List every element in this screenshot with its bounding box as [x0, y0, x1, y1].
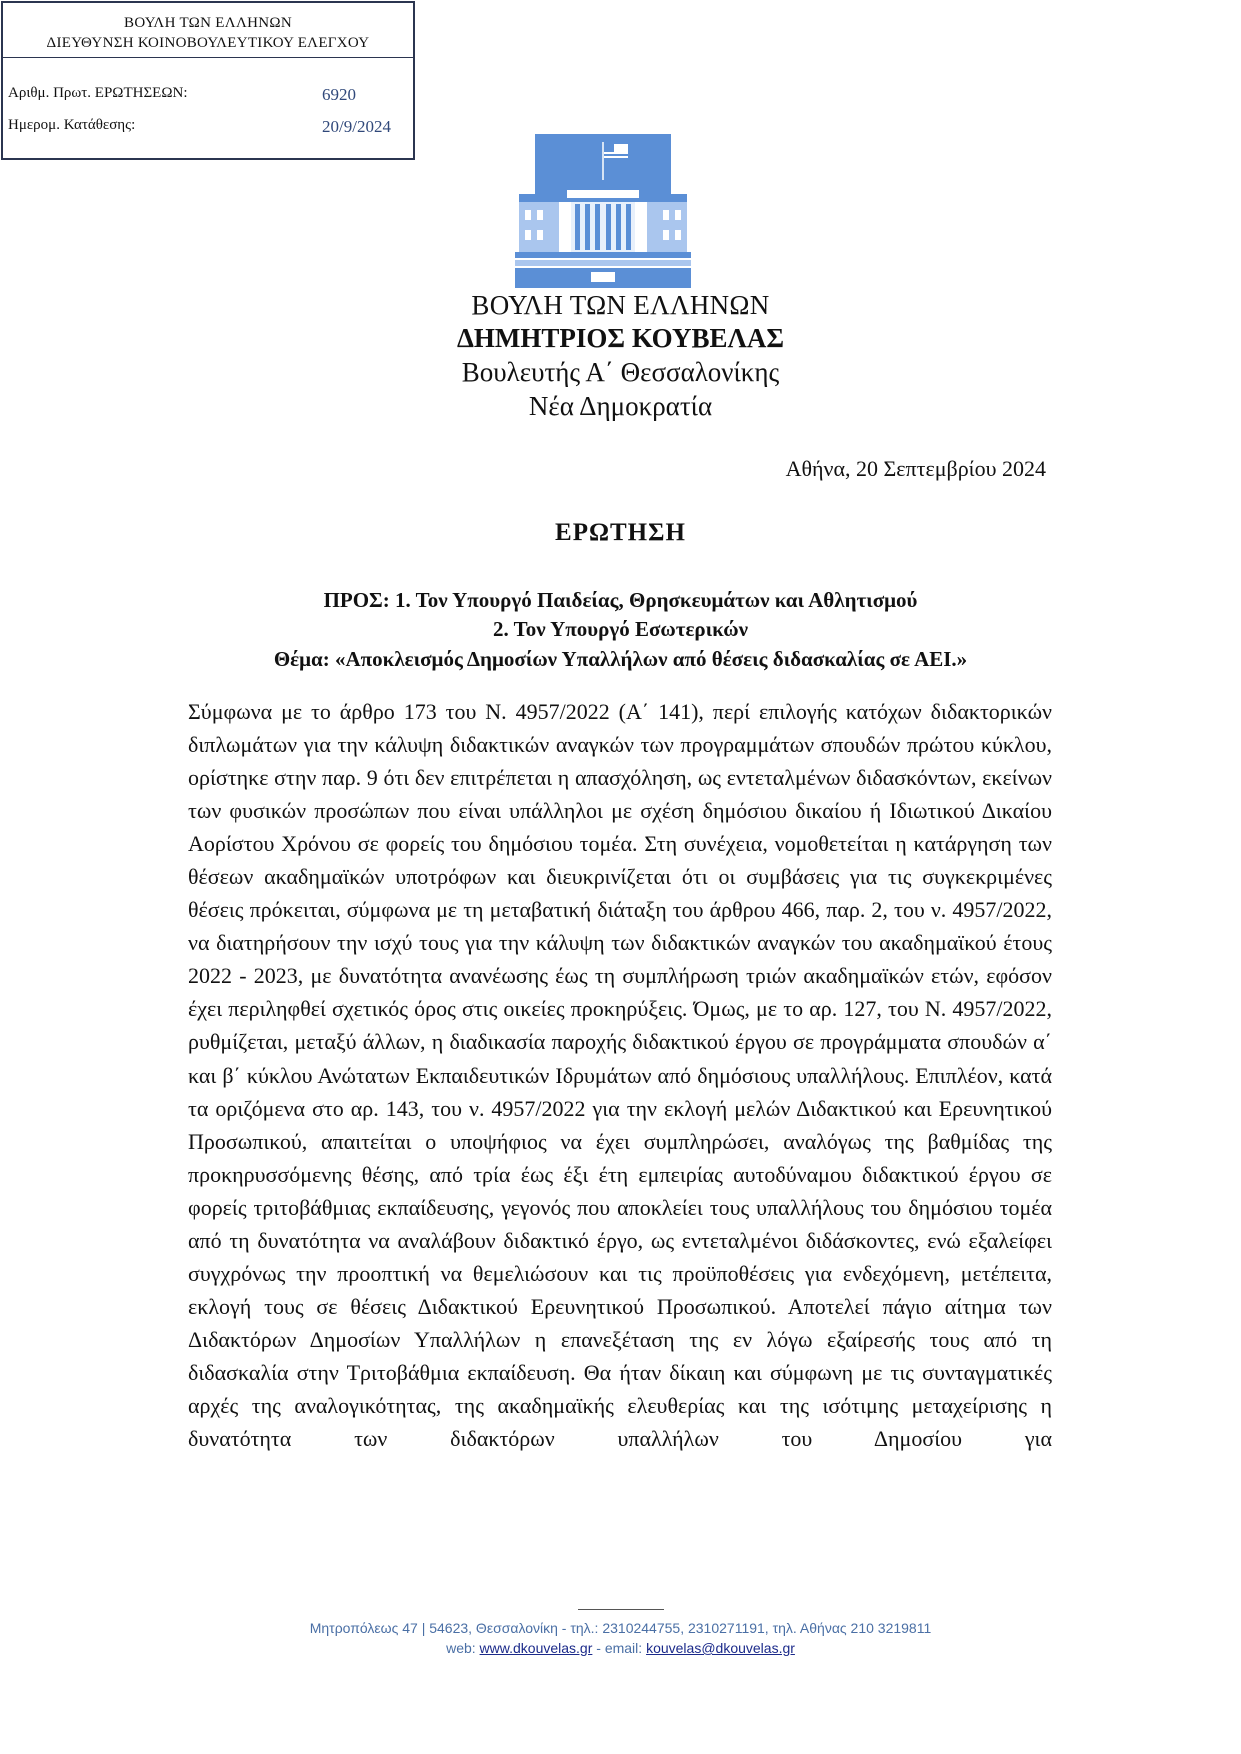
footer-web-link[interactable]: www.dkouvelas.gr	[479, 1640, 593, 1656]
recipient-line-1: ΠΡΟΣ: 1. Τον Υπουργό Παιδείας, Θρησκευμάτων και Αθλητισμού	[323, 588, 918, 612]
stamp-directorate: ΔΙΕΥΘΥΝΣΗ ΚΟΙΝΟΒΟΥΛΕΥΤΙΚΟΥ ΕΛΕΓΧΟΥ	[46, 35, 370, 51]
footer-address: Μητροπόλεως 47 | 54623, Θεσσαλονίκη - τηλ.: 2310244755, 2310271191, τηλ. Αθήνας 210 3219811	[309, 1620, 932, 1636]
footer-contacts	[0, 1640, 1241, 1656]
footer-web-label: web:	[446, 1640, 480, 1656]
footer-email-label: - email:	[592, 1640, 647, 1656]
stamp-protocol-label: Αριθμ. Πρωτ. ΕΡΩΤΗΣΕΩΝ:	[8, 85, 188, 101]
hellenic-parliament-logo	[515, 134, 691, 288]
stamp-parliament: ΒΟΥΛΗ ΤΩΝ ΕΛΛΗΝΩΝ	[124, 15, 292, 31]
footer-email-link[interactable]: kouvelas@dkouvelas.gr	[646, 1640, 795, 1656]
document-title: ΕΡΩΤΗΣΗ	[555, 519, 686, 546]
header-parliament: ΒΟΥΛΗ ΤΩΝ ΕΛΛΗΝΩΝ	[471, 290, 770, 320]
body-paragraph: Σύμφωνα με το άρθρο 173 του Ν. 4957/2022 (Α΄ 141), περί επιλογής κατόχων διδακτορικών διπλωμάτων για την κάλυψη διδακτικών αναγκών των προγραμμάτων σπουδών πρώτου κύκλου, ορίστηκε στην παρ. 9 ότι δεν επιτρέπεται η απασχόληση, ως εντεταλμένων διδασκόντων, εκείνων των φυσικών προσώπων που είναι υπάλληλοι με σχέση δημόσιου δικαίου ή Ιδιωτικού Δικαίου Αορίστου Χρόνου σε φορείς του δημόσιου τομέα. Στη συνέχεια, νομοθετείται η κατάργηση των θέσεων ακαδημαϊκών υποτρόφων και διευκρινίζεται ότι οι συμβάσεις για τις συγκεκριμένες θέσεις πρόκειται, σύμφωνα με τη μεταβατική διάταξη του άρθρου 466, παρ. 2, του ν. 4957/2022, να διατηρήσουν την ισχύ τους για την κάλυψη των διδακτικών αναγκών του ακαδημαϊκού έτους 2022 - 2023, με δυνατότητα ανανέωσης έως τη συμπλήρωση τριών ακαδημαϊκών ετών, εφόσον έχει περιληφθεί σχετικός όρος στις οικείες προκηρύξεις. Όμως, με το αρ. 127, του Ν. 4957/2022, ρυθμίζεται, μεταξύ άλλων, η διαδικασία παροχής διδακτικού έργου σε προγράμματα σπουδών α΄ και β΄ κύκλου Ανώτατων Εκπαιδευτικών Ιδρυμάτων από δημόσιους υπαλλήλους. Επιπλέον, κατά τα οριζόμενα στο αρ. 143, του ν. 4957/2022 για την εκλογή μελών Διδακτικού και Ερευνητικού Προσωπικού, απαιτείται ο υποψήφιος να έχει συμπληρώσει, αναλόγως της βαθμίδας της προκηρυσσόμενης θέσης, από τρία έως έξι έτη εμπειρίας αυτοδύναμου διδακτικού έργου σε φορείς τριτοβάθμιας εκπαίδευσης, γεγονός που αποκλείει τους υπαλλήλους του δημόσιου τομέα από τη δυνατότητα να αναλάβουν διδακτικό έργο, ως εντεταλμένοι διδάσκοντες, ενώ εξαλείφει συγχρόνως την προοπτική να θεμελιώσουν και τις προϋποθέσεις για ενδεχόμενη, μετέπειτα, εκλογή τους σε θέσεις Διδακτικού Ερευνητικού Προσωπικού. Αποτελεί πάγιο αίτημα των Διδακτόρων Δημοσίων Υπαλλήλων η επανεξέταση της εν λόγω εξαίρεσής τους από τη διδασκαλία στην Τριτοβάθμια εκπαίδευση. Θα ήταν δίκαιη και σύμφωνη με τις συνταγματικές αρχές της αναλογικότητας, της ακαδημαϊκής ελευθερίας και της ισότιμης μεταχείρισης η δυνατότητα των διδακτόρων υπαλλήλων του Δημοσίου για	[188, 699, 1052, 1452]
header-mp-role: Βουλευτής Α΄ Θεσσαλονίκης	[461, 357, 780, 387]
protocol-stamp	[1, 1, 415, 160]
date-line: Αθήνα, 20 Σεπτεμβρίου 2024	[785, 456, 1046, 481]
header-party: Νέα Δημοκρατία	[528, 391, 713, 421]
stamp-protocol-value: 6920	[322, 85, 356, 104]
header-mp-name: ΔΗΜΗΤΡΙΟΣ ΚΟΥΒΕΛΑΣ	[457, 323, 784, 353]
subject-line: Θέμα: «Αποκλεισμός Δημοσίων Υπαλλήλων από θέσεις διδασκαλίας σε ΑΕΙ.»	[273, 647, 968, 671]
stamp-date-value: 20/9/2024	[322, 117, 391, 136]
footer-divider	[578, 1609, 664, 1610]
stamp-divider	[3, 57, 413, 58]
recipient-line-2: 2. Τον Υπουργό Εσωτερικών	[493, 617, 748, 641]
stamp-date-label: Ημερομ. Κατάθεσης:	[8, 117, 136, 133]
